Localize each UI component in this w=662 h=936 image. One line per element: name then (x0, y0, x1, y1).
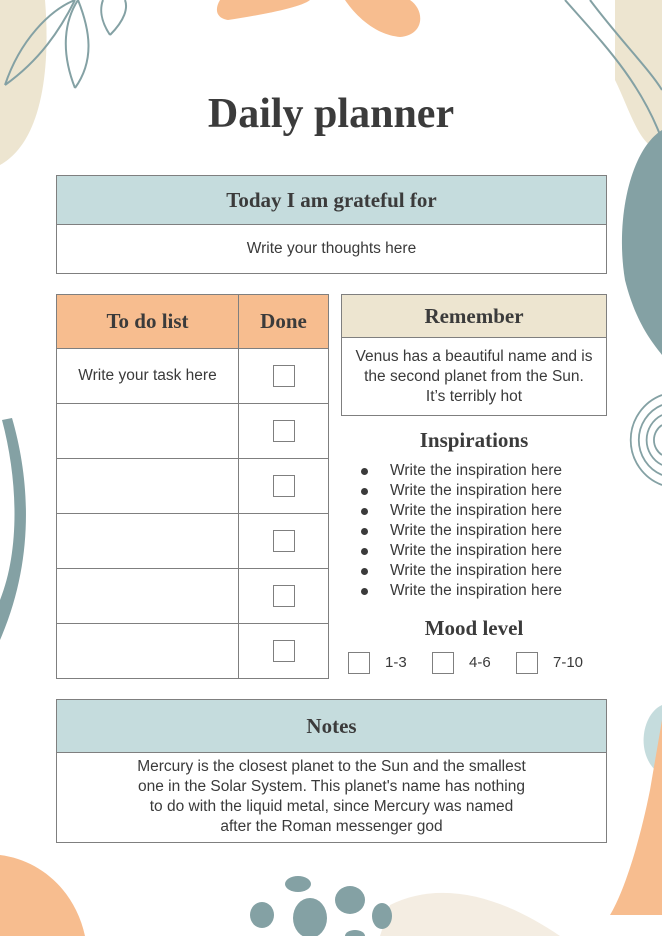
done-checkbox[interactable] (273, 585, 295, 607)
todo-task-input[interactable]: Write your task here (57, 349, 239, 404)
done-checkbox[interactable] (273, 475, 295, 497)
mood-option-label: 7-10 (553, 654, 584, 671)
mood-checkbox-4-6[interactable] (432, 652, 454, 674)
inspiration-text[interactable]: Write the inspiration here (390, 462, 563, 479)
done-checkbox[interactable] (273, 420, 295, 442)
teal-blob-right (622, 130, 662, 355)
todo-header-task: To do list (57, 295, 239, 349)
notes-header: Notes (57, 700, 606, 753)
bullet-icon (361, 528, 368, 535)
todo-done-cell (239, 624, 329, 679)
inspiration-text[interactable]: Write the inspiration here (390, 562, 563, 579)
todo-done-cell (239, 459, 329, 514)
grateful-input[interactable]: Write your thoughts here (246, 239, 417, 257)
inspiration-text[interactable]: Write the inspiration here (390, 482, 563, 499)
mood-option-label: 4-6 (469, 654, 491, 671)
inspirations-title: Inspirations (419, 428, 529, 452)
todo-row (57, 404, 329, 459)
grateful-box (56, 175, 607, 274)
inspiration-text[interactable]: Write the inspiration here (390, 542, 563, 559)
bullet-icon (361, 568, 368, 575)
todo-done-cell (239, 349, 329, 404)
mood-option-label: 1-3 (385, 654, 407, 671)
inspiration-item (358, 522, 562, 540)
todo-row (57, 459, 329, 514)
mood-checkbox-7-10[interactable] (516, 652, 538, 674)
mood-title: Mood level (424, 616, 524, 640)
concentric-arcs-icon (631, 395, 662, 485)
inspiration-item (358, 502, 562, 520)
peach-blob-top (217, 0, 310, 20)
todo-row (57, 569, 329, 624)
todo-task-input[interactable] (57, 569, 239, 624)
todo-table (56, 294, 329, 679)
todo-row (57, 624, 329, 679)
peach-blob-bottom-left (0, 855, 85, 936)
todo-header-done: Done (239, 295, 329, 349)
todo-task-input[interactable] (57, 624, 239, 679)
todo-done-cell (239, 569, 329, 624)
todo-task-input[interactable] (57, 459, 239, 514)
peach-blob-top-2 (345, 0, 420, 37)
todo-row (57, 514, 329, 569)
todo-row (57, 349, 329, 404)
inspiration-item (358, 542, 562, 560)
inspiration-item (358, 462, 562, 480)
bullet-icon (361, 548, 368, 555)
notes-text[interactable]: Mercury is the closest planet to the Sun and the smallest one in the Solar System. This planet's name has nothing to do with the liquid metal, since Mercury was named after the Roman messenger god (137, 758, 526, 835)
inspiration-item (358, 482, 562, 500)
grateful-header: Today I am grateful for (57, 176, 606, 225)
bullet-icon (361, 588, 368, 595)
inspiration-text[interactable]: Write the inspiration here (390, 582, 563, 599)
done-checkbox[interactable] (273, 640, 295, 662)
done-checkbox[interactable] (273, 530, 295, 552)
inspiration-text[interactable]: Write the inspiration here (390, 522, 563, 539)
page-title: Daily planner (207, 91, 455, 137)
bullet-icon (361, 488, 368, 495)
mood-checkbox-1-3[interactable] (348, 652, 370, 674)
todo-done-cell (239, 514, 329, 569)
inspiration-text[interactable]: Write the inspiration here (390, 502, 563, 519)
todo-task-input[interactable] (57, 514, 239, 569)
remember-box (341, 294, 607, 416)
pebbles-icon (250, 876, 392, 936)
remember-header: Remember (342, 295, 606, 338)
inspiration-item (358, 582, 562, 600)
bullet-icon (361, 508, 368, 515)
bullet-icon (361, 468, 368, 475)
todo-task-input[interactable] (57, 404, 239, 459)
inspiration-item (358, 562, 562, 580)
done-checkbox[interactable] (273, 365, 295, 387)
todo-header-row (57, 295, 329, 349)
todo-done-cell (239, 404, 329, 459)
beige-blob-bottom (380, 893, 560, 936)
notes-box (56, 699, 607, 843)
teal-arc-left (0, 418, 26, 640)
remember-text: Venus has a beautiful name and is the second planet from the Sun. It’s terribly hot (355, 347, 593, 405)
